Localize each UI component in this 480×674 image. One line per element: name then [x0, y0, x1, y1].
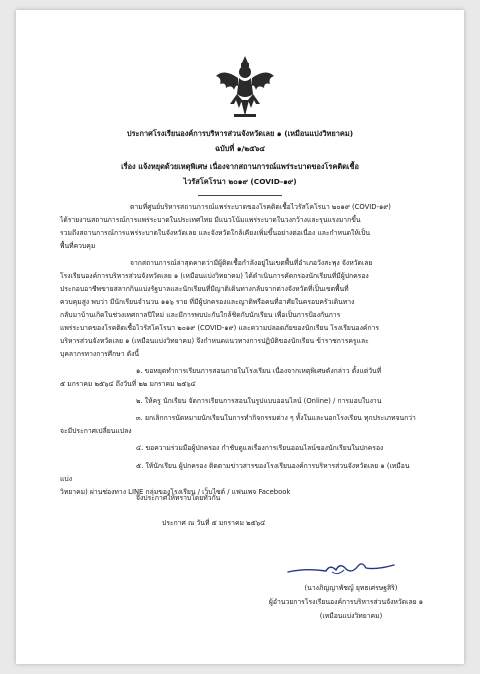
text-line: ๕ มกราคม ๒๕๖๔ ถึงวันที่ ๒๒ มกราคม ๒๕๖๔: [60, 380, 196, 388]
text-line: บริหารส่วนจังหวัดเลย ๑ (เหมือนแบ่งวิทยาคม) จึงกำหนดแนวทางการปฏิบัติของนักเรียน ข้าราชการครูและ: [60, 337, 369, 345]
text-line: รวมถึงสถานการณ์การแพร่ระบาดในจังหวัดเลย และจังหวัดใกล้เคียงเพิ่มขึ้นอย่างต่อเนื่อง และกำหนดให้เป็น: [60, 229, 371, 237]
list-item-4: [60, 442, 420, 455]
announcement-number: ฉบับที่ ๑/๒๕๖๔: [214, 144, 265, 153]
signatory-name: (นางภิญญาพัชญ์ ยุทธเศรษฐสิริ): [304, 584, 398, 592]
text-line: บุคลากรทางการศึกษา ดังนี้: [60, 350, 140, 358]
text-line: วิทยาคม) ผ่านช่องทาง LINE กลุ่มของโรงเรียน / เว็บไซต์ / แฟนเพจ Facebook: [60, 488, 291, 496]
text-line: ได้รายงานสถานการณ์การแพร่ระบาดในประเทศไทย มีแนวโน้มแพร่ระบาดในวงกว้างและรุนแรงมากขึ้น: [60, 216, 361, 224]
subject-line-1: เรื่อง แจ้งหยุดด้วยเหตุพิเศษ เนื่องจากสถานการณ์แพร่ระบาดของโรคติดเชื้อ: [121, 162, 359, 171]
paragraph-1: [60, 201, 420, 253]
text-line: กลับมาบ้านเกิดในช่วงเทศกาลปีใหม่ และมีการพบปะกันใกล้ชิดกับนักเรียน เพื่อเป็นการป้องกันการ: [60, 311, 341, 319]
list-item-2: [60, 395, 420, 408]
document-page: [16, 10, 464, 664]
announcement-date: ประกาศ ณ วันที่ ๕ มกราคม ๒๕๖๔: [162, 519, 266, 527]
text-line: ควบคุมสูง พบว่า มีนักเรียนจำนวน ๑๑๖ ราย ที่มีผู้ปกครองและญาติพรือคนที่อาศัยในครอบครัวเดินทาง: [60, 298, 355, 306]
text-line: จะมีประกาศเปลี่ยนแปลง: [60, 427, 132, 435]
date-paragraph: [60, 517, 420, 530]
text-line: ประกอบอาชีพขายสลากกินแบ่งรัฐบาลและนักเรียนที่มีญาติเดินทางกลับจากต่างจังหวัดที่เป็นเขตพื้นที่: [60, 285, 349, 293]
closing-text: จึงประกาศให้ทราบโดยทั่วกัน: [136, 494, 221, 502]
closing-paragraph: [60, 492, 420, 505]
text-line: ๔. ขอความร่วมมือผู้ปกครอง กำชับดูแลเรื่องการเรียนออนไลน์ของนักเรียนในปกครอง: [136, 444, 384, 452]
signatory-school: (เหมือนแบ่งวิทยาคม): [319, 612, 383, 620]
text-line: ๓. ยกเลิกการนัดหมายนักเรียนในการทำกิจกรรมต่าง ๆ ทั้งในและนอกโรงเรียน ทุกประเภทจนกว่า: [136, 414, 416, 422]
list-item-1: [60, 365, 420, 391]
paragraph-2: [60, 257, 420, 361]
subject-line-2: ไวรัสโคโรนา ๒๐๑๙ (COVID-๑๙): [183, 177, 297, 186]
text-line: ๑. ขอหยุดทำการเรียนการสอนภายในโรงเรียน เนื่องจากเหตุพิเศษดังกล่าว ตั้งแต่วันที่: [136, 367, 382, 375]
title-divider: [198, 195, 282, 196]
list-item-3: [60, 412, 420, 438]
signature-mark-icon: [286, 558, 396, 578]
garuda-emblem-icon: [214, 54, 276, 120]
text-line: โรงเรียนองค์การบริหารส่วนจังหวัดเลย ๑ (เหมือนแบ่งวิทยาคม) ได้ดำเนินการคัดกรองนักเรียนที่มีผู้ปกครอง: [60, 272, 369, 280]
text-line: แพร่ระบาดของโรคติดเชื้อไวรัสโคโรนา ๒๐๑๙ (COVID-๑๙) และความปลอดภัยของนักเรียน โรงเรียนองค์การ: [60, 324, 380, 332]
announcement-title: ประกาศโรงเรียนองค์การบริหารส่วนจังหวัดเลย ๑ (เหมือนแบ่งวิทยาคม): [126, 129, 354, 138]
text-line: ตามที่ศูนย์บริหารสถานการณ์แพร่ระบาดของโรคติดเชื้อไวรัสโคโรนา ๒๐๑๙ (COVID-๑๙): [130, 203, 391, 211]
signatory-position: ผู้อำนวยการโรงเรียนองค์การบริหารส่วนจังหวัดเลย ๑: [268, 598, 424, 606]
text-line: พื้นที่ควบคุม: [60, 242, 96, 250]
text-line: ๒. ให้ครู นักเรียน จัดการเรียนการสอนในรูปแบบออนไลน์ (Online) / การมอบใบงาน: [136, 397, 382, 405]
text-line: จากสถานการณ์ล่าสุดคาดว่ามีผู้ติดเชื้อกำลังอยู่ในเขตพื้นที่อำเภอวังสะพุง จังหวัดเลย: [130, 259, 373, 267]
text-line: ๕. ให้นักเรียน ผู้ปกครอง ติดตามข่าวสารของโรงเรียนองค์การบริหารส่วนจังหวัดเลย ๑ (เหมือนแบ่ง: [60, 462, 410, 483]
